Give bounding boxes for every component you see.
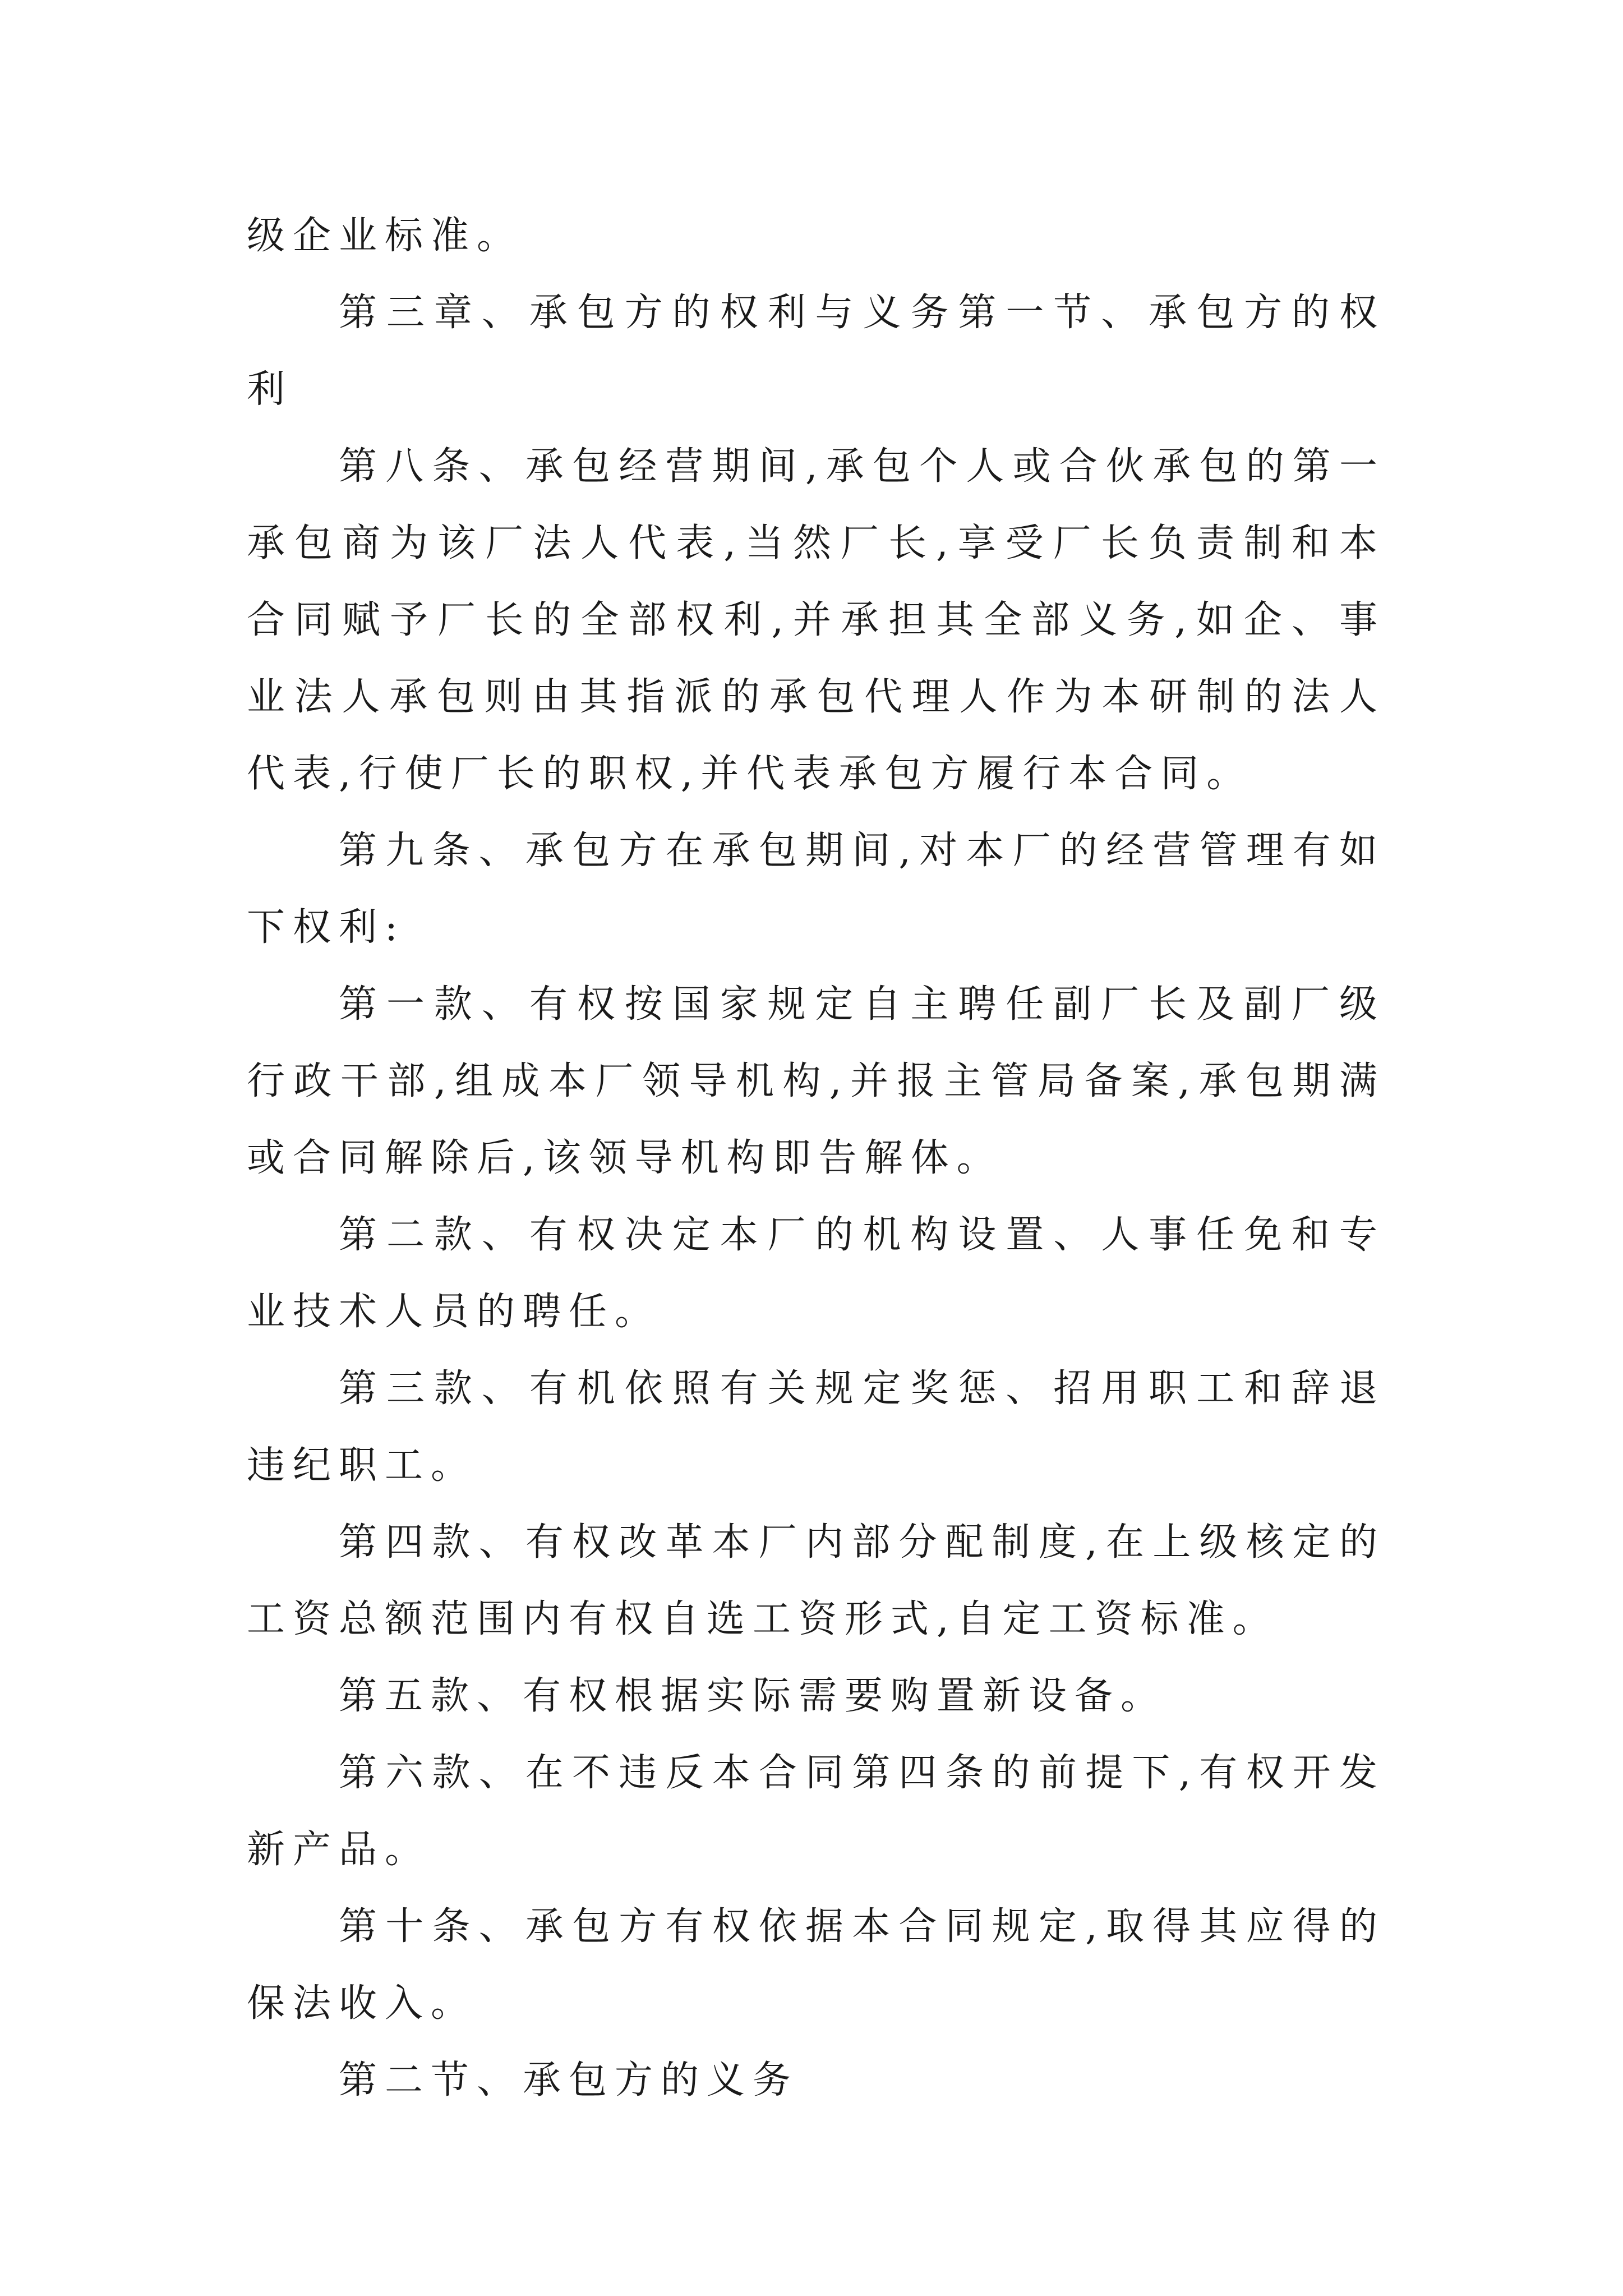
article-9: 第九条、承包方在承包期间,对本厂的经营管理有如下权利: (247, 829, 1385, 950)
document-body (247, 197, 1385, 2119)
section-heading: 第二节、承包方的义务 (339, 2058, 799, 2102)
article-8: 第八条、承包经营期间,承包个人或合伙承包的第一承包商为该厂法人代表,当然厂长,享受厂长负责制和本合同赋予厂长的全部权利,并承担其全部义务,如企、事业法人承包则由其指派的承包代理人作为本研制的法人代表,行使厂长的职权,并代表承包方履行本合同。 (247, 444, 1385, 796)
chapter-heading: 第三章、承包方的权利与义务第一节、承包方的权利 (247, 291, 1385, 412)
clause-3: 第三款、有机依照有关规定奖惩、招用职工和辞退违纪职工。 (247, 1366, 1385, 1488)
clause-5: 第五款、有权根据实际需要购置新设备。 (339, 1674, 1167, 1718)
clause-6: 第六款、在不违反本合同第四条的前提下,有权开发新产品。 (247, 1751, 1385, 1872)
clause-4: 第四款、有权改革本厂内部分配制度,在上级核定的工资总额范围内有权自选工资形式,自定工资标准。 (247, 1520, 1385, 1641)
clause-2: 第二款、有权决定本厂的机构设置、人事任免和专业技术人员的聘任。 (247, 1213, 1385, 1334)
article-10: 第十条、承包方有权依据本合同规定,取得其应得的保法收入。 (247, 1904, 1385, 2026)
clause-1: 第一款、有权按国家规定自主聘任副厂长及副厂级行政干部,组成本厂领导机构,并报主管局备案,承包期满或合同解除后,该领导机构即告解体。 (247, 982, 1385, 1180)
paragraph-continuation: 级企业标准。 (247, 214, 523, 258)
